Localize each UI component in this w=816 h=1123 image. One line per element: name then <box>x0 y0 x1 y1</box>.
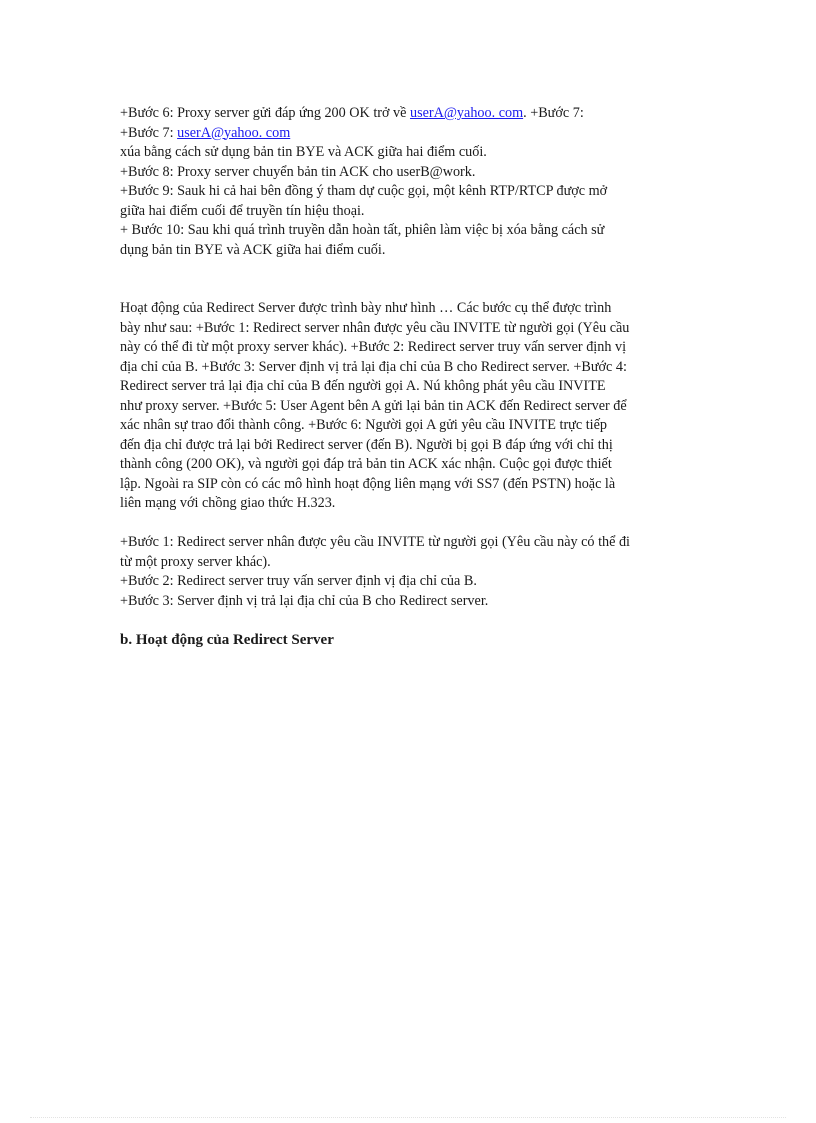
text-line: từ một proxy server khác). <box>120 553 271 570</box>
text-span: +Bước 7: <box>120 124 178 141</box>
text-line: này có thể đi từ một proxy server khác). +Bước 2: Redirect server truy vấn server định vị <box>120 339 627 355</box>
text-line: +Bước 9: Sauk hi cả hai bên đồng ý tham dự cuộc gọi, một kênh RTP/RTCP được mở <box>120 183 608 199</box>
text-line: +Bước 1: Redirect server nhân được yêu cầu INVITE từ người gọi (Yêu cầu này có thể đi <box>120 534 630 550</box>
text-line: lập. Ngoài ra SIP còn có các mô hình hoạt động liên mạng với SS7 (đến PSTN) hoặc là <box>120 475 616 492</box>
text-line: +Bước 3: Server định vị trả lại địa chỉ của B cho Redirect server. <box>120 592 489 609</box>
text-line: dụng bản tin BYE và ACK giữa hai điểm cuối. <box>120 241 386 258</box>
redirect-steps-list <box>120 533 700 611</box>
text-line <box>120 124 700 144</box>
text-span: . +Bước 7: <box>523 105 584 121</box>
text-line: như proxy server. +Bước 5: User Agent bên A gửi lại bản tin ACK đến Redirect server để <box>120 397 627 414</box>
redirect-server-paragraph <box>120 299 700 514</box>
text-span: +Bước 6: Proxy server gửi đáp ứng 200 OK trở về <box>120 105 410 121</box>
text-line: +Bước 2: Redirect server truy vấn server định vị địa chỉ của B. <box>120 573 477 589</box>
page-bottom-rule <box>30 1117 786 1118</box>
email-link-usera[interactable]: userA@yahoo. com <box>409 105 524 121</box>
text-line: giữa hai điểm cuối để truyền tín hiệu thoại. <box>120 202 365 219</box>
text-line: xác nhân sự trao đổi thành công. +Bước 6: Người gọi A gửi yêu cầu INVITE trực tiếp <box>120 417 607 433</box>
text-line <box>120 104 700 124</box>
email-link-usera[interactable]: userA@yahoo. com <box>177 124 291 141</box>
text-line: bày như sau: +Bước 1: Redirect server nhân được yêu cầu INVITE từ người gọi (Yêu cầu <box>120 319 630 336</box>
text-line: +Bước 8: Proxy server chuyển bản tin ACK cho userB@work. <box>120 163 476 180</box>
text-line: liên mạng với chồng giao thức H.323. <box>120 495 336 511</box>
text-line: xúa bằng cách sử dụng bản tin BYE và ACK giữa hai điểm cuối. <box>120 144 487 160</box>
text-line: + Bước 10: Sau khi quá trình truyền dẫn hoàn tất, phiên làm việc bị xóa bằng cách sử <box>120 222 605 238</box>
section-heading: b. Hoạt động của Redirect Server <box>120 632 334 648</box>
text-line: thành công (200 OK), và người gọi đáp trả bản tin ACK xác nhận. Cuộc gọi được thiết <box>120 456 612 472</box>
steps-proxy-block <box>120 104 700 260</box>
text-line: Hoạt động của Redirect Server được trình bày như hình … Các bước cụ thể được trình <box>120 300 612 316</box>
text-line: Redirect server trả lại địa chỉ của B đến người gọi A. Nú không phát yêu cầu INVITE <box>120 378 606 394</box>
text-line: đến địa chỉ được trả lại bởi Redirect server (đến B). Người bị gọi B đáp ứng với chỉ thị <box>120 436 613 453</box>
text-line: địa chỉ của B. +Bước 3: Server định vị trả lại địa chỉ của B cho Redirect server. +Bước 4: <box>120 358 627 375</box>
